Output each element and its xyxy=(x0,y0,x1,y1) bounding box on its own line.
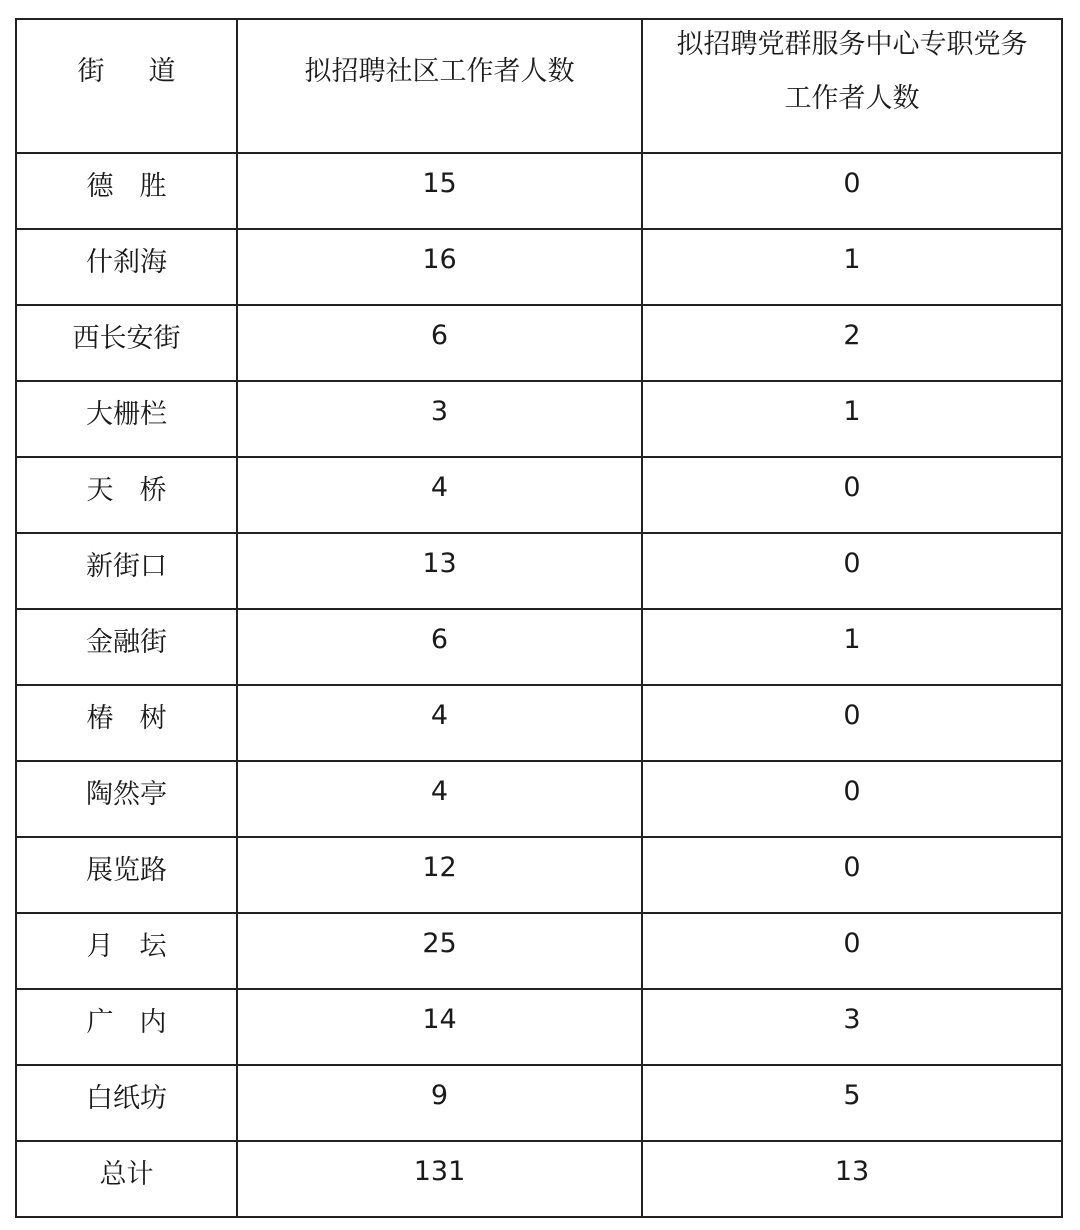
cell-street xyxy=(16,989,237,1065)
cell-community-count xyxy=(237,381,642,457)
street-name: 新街口 xyxy=(86,550,167,582)
street-char-1: 德 xyxy=(86,170,114,202)
street-name: 展览路 xyxy=(86,854,167,886)
header-party-workers-line-1: 拟招聘党群服务中心专职党务 xyxy=(676,29,1028,60)
cell-street xyxy=(16,457,237,533)
table-row xyxy=(16,533,1062,609)
table-row xyxy=(16,1065,1062,1141)
total-community-value: 131 xyxy=(413,1155,466,1187)
cell-community-count xyxy=(237,153,642,229)
cell-street xyxy=(16,913,237,989)
street-char-2: 胜 xyxy=(139,170,167,202)
cell-party-count xyxy=(642,305,1062,381)
table-total-row xyxy=(16,1141,1062,1217)
cell-street xyxy=(16,1065,237,1141)
cell-party-count xyxy=(642,685,1062,761)
party-count-value: 1 xyxy=(843,395,861,427)
header-community-workers xyxy=(237,19,642,153)
cell-community-count xyxy=(237,989,642,1065)
cell-community-count xyxy=(237,1065,642,1141)
cell-street xyxy=(16,305,237,381)
street-name: 陶然亭 xyxy=(86,778,167,810)
cell-total-community xyxy=(237,1141,642,1217)
street-char-2: 内 xyxy=(139,1006,167,1038)
community-count-value: 6 xyxy=(430,319,449,351)
party-count-value: 0 xyxy=(843,547,861,579)
header-party-workers-line-2: 工作者人数 xyxy=(784,83,920,114)
header-street-char-2: 道 xyxy=(148,56,176,87)
table-row xyxy=(16,913,1062,989)
cell-party-count xyxy=(642,1065,1062,1141)
cell-community-count xyxy=(237,685,642,761)
cell-community-count xyxy=(237,761,642,837)
total-label: 总计 xyxy=(99,1158,154,1190)
cell-street xyxy=(16,609,237,685)
cell-street xyxy=(16,229,237,305)
party-count-value: 2 xyxy=(843,319,861,351)
community-count-value: 15 xyxy=(422,167,457,199)
table-header-row xyxy=(16,19,1062,153)
cell-community-count xyxy=(237,913,642,989)
table-row xyxy=(16,153,1062,229)
street-char-2: 坛 xyxy=(139,930,167,962)
cell-party-count xyxy=(642,913,1062,989)
party-count-value: 0 xyxy=(843,167,861,199)
header-party-workers xyxy=(642,19,1062,153)
cell-community-count xyxy=(237,305,642,381)
street-name: 大栅栏 xyxy=(86,398,167,430)
cell-street xyxy=(16,837,237,913)
cell-community-count xyxy=(237,837,642,913)
recruitment-table xyxy=(15,18,1063,1218)
community-count-value: 4 xyxy=(430,775,449,807)
party-count-value: 0 xyxy=(843,927,861,959)
cell-total-party xyxy=(642,1141,1062,1217)
header-street-char-1: 街 xyxy=(77,56,105,87)
table-row xyxy=(16,609,1062,685)
header-street xyxy=(16,19,237,153)
recruitment-table-container xyxy=(15,18,1061,1218)
table-row xyxy=(16,229,1062,305)
cell-party-count xyxy=(642,989,1062,1065)
cell-community-count xyxy=(237,229,642,305)
street-char-1: 广 xyxy=(86,1006,114,1038)
party-count-value: 3 xyxy=(843,1003,861,1035)
community-count-value: 4 xyxy=(430,471,449,503)
street-name: 什刹海 xyxy=(86,246,167,278)
cell-party-count xyxy=(642,761,1062,837)
party-count-value: 1 xyxy=(843,623,861,655)
street-char-1: 月 xyxy=(86,930,114,962)
street-char-2: 树 xyxy=(139,702,167,734)
party-count-value: 0 xyxy=(843,851,861,883)
cell-party-count xyxy=(642,609,1062,685)
cell-party-count xyxy=(642,153,1062,229)
street-name: 金融街 xyxy=(86,626,167,658)
street-char-2: 桥 xyxy=(139,474,167,506)
party-count-value: 1 xyxy=(843,243,861,275)
table-row xyxy=(16,381,1062,457)
cell-party-count xyxy=(642,381,1062,457)
header-community-workers-label: 拟招聘社区工作者人数 xyxy=(304,56,575,87)
table-row xyxy=(16,685,1062,761)
table-row xyxy=(16,837,1062,913)
cell-community-count xyxy=(237,609,642,685)
cell-community-count xyxy=(237,533,642,609)
table-row xyxy=(16,989,1062,1065)
community-count-value: 3 xyxy=(430,395,449,427)
cell-street xyxy=(16,761,237,837)
party-count-value: 0 xyxy=(843,471,861,503)
community-count-value: 25 xyxy=(422,927,457,959)
community-count-value: 6 xyxy=(430,623,449,655)
total-party-value: 13 xyxy=(834,1155,870,1187)
party-count-value: 5 xyxy=(843,1079,861,1111)
table-row xyxy=(16,305,1062,381)
cell-total-label xyxy=(16,1141,237,1217)
party-count-value: 0 xyxy=(843,775,861,807)
street-name: 西长安街 xyxy=(72,322,181,354)
community-count-value: 16 xyxy=(422,243,457,275)
cell-party-count xyxy=(642,837,1062,913)
street-char-1: 天 xyxy=(86,474,114,506)
community-count-value: 9 xyxy=(430,1079,449,1111)
party-count-value: 0 xyxy=(843,699,861,731)
cell-party-count xyxy=(642,229,1062,305)
cell-street xyxy=(16,153,237,229)
street-char-1: 椿 xyxy=(86,702,114,734)
community-count-value: 12 xyxy=(422,851,457,883)
cell-street xyxy=(16,381,237,457)
street-name: 白纸坊 xyxy=(86,1082,167,1114)
table-row xyxy=(16,457,1062,533)
table-row xyxy=(16,761,1062,837)
community-count-value: 13 xyxy=(422,547,457,579)
cell-street xyxy=(16,685,237,761)
cell-party-count xyxy=(642,457,1062,533)
community-count-value: 4 xyxy=(430,699,449,731)
cell-community-count xyxy=(237,457,642,533)
cell-street xyxy=(16,533,237,609)
community-count-value: 14 xyxy=(422,1003,457,1035)
cell-party-count xyxy=(642,533,1062,609)
